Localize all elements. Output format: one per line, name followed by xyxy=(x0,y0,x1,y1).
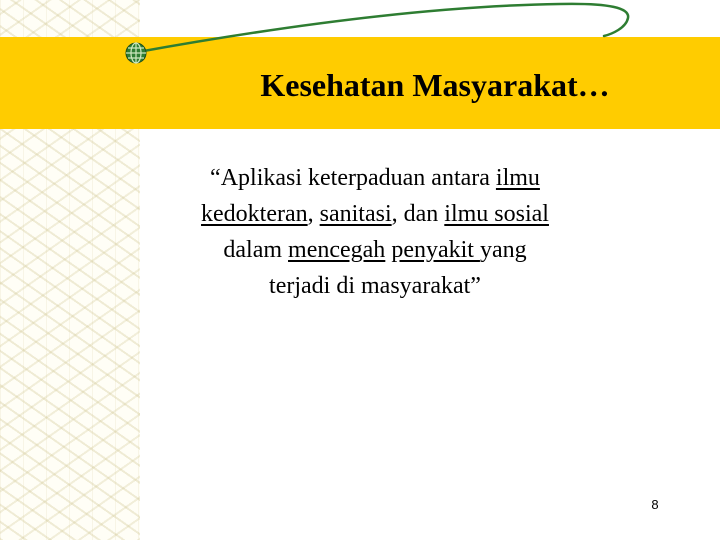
swoosh-decoration xyxy=(0,0,720,60)
slide-number: 8 xyxy=(651,497,659,512)
quote-underlined-term: sanitasi xyxy=(319,201,392,227)
quote-text-segment: terjadi di masyarakat” xyxy=(269,273,481,299)
quote-line-4 xyxy=(130,268,620,304)
quote-text xyxy=(130,160,620,304)
quote-underlined-term: ilmu sosial xyxy=(444,201,549,227)
quote-text-segment: dalam xyxy=(223,237,289,263)
slide-title: Kesehatan Masyarakat… xyxy=(260,67,610,103)
quote-line-2 xyxy=(130,196,620,232)
quote-line-3 xyxy=(130,232,620,268)
quote-text-segment: , xyxy=(307,201,320,227)
quote-underlined-term: kedokteran xyxy=(201,201,308,227)
quote-underlined-term: ilmu xyxy=(495,165,540,191)
quote-text-segment: yang xyxy=(479,237,527,263)
quote-line-1 xyxy=(130,160,620,196)
quote-underlined-term: penyakit xyxy=(391,237,480,263)
quote-text-segment: , dan xyxy=(391,201,445,227)
quote-text-segment: “Aplikasi keterpaduan antara xyxy=(210,165,496,191)
globe-icon xyxy=(124,41,148,65)
quote-underlined-term: mencegah xyxy=(288,237,386,263)
